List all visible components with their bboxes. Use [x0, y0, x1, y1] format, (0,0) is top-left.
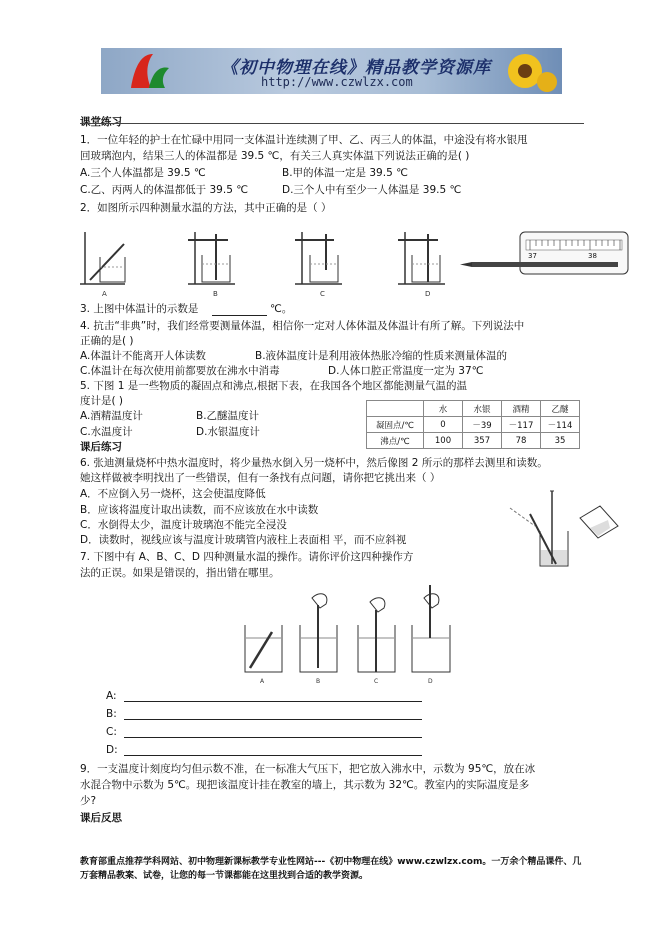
q7-label-a: A — [260, 678, 265, 685]
section-heading-classroom: 课堂练习 — [80, 116, 122, 128]
q1-option-c: C.乙、丙两人的体温都低于 39.5 ℃ — [80, 184, 249, 196]
table-cell: －114 — [541, 417, 580, 433]
q2-label-d: D — [425, 290, 431, 298]
q5-option-a: A.酒精温度计 — [80, 410, 143, 422]
q9-line2: 水混合物中示数为 5℃。现把该温度计挂在教室的墙上，其示数为 32℃。教室内的实际温度是多 — [80, 779, 530, 791]
page-footer: 教育部重点推荐学科网站、初中物理新课标教学专业性网站---《初中物理在线》www.czwlzx.com。一万余个精品课件、几万套精品教案、试卷，让您的每一节课都能在这里找到合适的教学资源。 — [80, 857, 582, 881]
q2-label-b: B — [213, 290, 218, 298]
q4-option-b: B.液体温度计是利用液体热胀冷缩的性质来测量体温的 — [255, 350, 508, 362]
q9-line3: 少? — [80, 795, 97, 807]
q7-answer-label-b: B: — [106, 708, 117, 720]
q1-option-a: A.三个人体温都是 39.5 ℃ — [80, 167, 206, 179]
table-cell: －39 — [463, 417, 502, 433]
table-header-cell: 水银 — [463, 401, 502, 417]
table-cell: －117 — [502, 417, 541, 433]
q7-answer-label-c: C: — [106, 726, 117, 738]
q2-setup-a — [80, 232, 125, 284]
table-row — [367, 401, 580, 417]
table-header-cell: 酒精 — [502, 401, 541, 417]
q7-label-b: B — [316, 678, 321, 685]
table-row — [367, 433, 580, 449]
table-cell: 0 — [424, 417, 463, 433]
q2-text: 2．如图所示四种测量水温的方法，其中正确的是（ ） — [80, 202, 332, 214]
q5-option-c: C.水温度计 — [80, 426, 133, 438]
q7-figure — [240, 580, 470, 685]
q7-answer-line-b[interactable] — [124, 719, 422, 720]
q5-option-d: D.水银温度计 — [196, 426, 260, 438]
q4-option-d: D.人体口腔正常温度一定为 37℃ — [328, 365, 484, 377]
table-header-cell — [367, 401, 424, 417]
q7-answer-line-c[interactable] — [124, 737, 422, 738]
q1-line2: 回玻璃泡内，结果三人的体温都是 39.5 ℃，有关三人真实体温下列说法正确的是( ) — [80, 150, 470, 162]
q6-option-a: A．不应倒入另一烧杯，这会使温度降低 — [80, 488, 266, 500]
q7-line1: 7. 下图中有 A、B、C、D 四种测量水温的操作。请你评价这四种操作方 — [80, 551, 414, 563]
q5-line2: 度计是( ) — [80, 395, 124, 407]
q2-setup-b — [188, 232, 235, 284]
q4-line1: 4. 抗击“非典”时，我们经常要测量体温，相信你一定对人体体温及体温计有所了解。下列说法中 — [80, 320, 525, 332]
table-cell: 357 — [463, 433, 502, 449]
q5-data-table — [366, 400, 580, 449]
q1-option-b: B.甲的体温一定是 39.5 ℃ — [282, 167, 408, 179]
q7-answer-label-d: D: — [106, 744, 118, 756]
header-banner — [101, 48, 562, 94]
table-row — [367, 417, 580, 433]
q7-setup-d — [412, 585, 450, 672]
q6-figure — [500, 486, 625, 576]
q3-unit: ℃。 — [270, 303, 293, 315]
table-cell: 100 — [424, 433, 463, 449]
q6-option-b: B．应该将温度计取出读数，而不应该放在水中读数 — [80, 504, 319, 516]
table-cell: 35 — [541, 433, 580, 449]
table-cell: 凝固点/℃ — [367, 417, 424, 433]
clinical-thermometer — [460, 232, 628, 274]
q6-option-c: C．水倒得太少，温度计玻璃泡不能完全浸没 — [80, 519, 287, 531]
q1-line1: 1．一位年轻的护士在忙碌中用同一支体温计连续测了甲、乙、丙三人的体温，中途没有将水银甩 — [80, 134, 528, 146]
q7-answer-line-d[interactable] — [124, 755, 422, 756]
q4-option-a: A.体温计不能离开人体读数 — [80, 350, 206, 362]
table-header-cell: 水 — [424, 401, 463, 417]
q5-line1: 5. 下图 1 是一些物质的凝固点和沸点,根据下表，在我国各个地区都能测量气温的温 — [80, 380, 468, 392]
q2-figure — [80, 222, 630, 302]
q7-answer-line-a[interactable] — [124, 701, 422, 702]
q3-text: 3. 上图中体温计的示数是 — [80, 303, 199, 315]
q6-option-d: D．读数时，视线应该与温度计玻璃管内液柱上表面相 平，而不应斜视 — [80, 534, 407, 546]
q7-answer-label-a: A: — [106, 690, 117, 702]
table-cell: 78 — [502, 433, 541, 449]
q4-line2: 正确的是( ) — [80, 335, 134, 347]
section-heading-after-class: 课后练习 — [80, 441, 122, 453]
banner-url: http://www.czwlzx.com — [261, 75, 413, 89]
thermo-tick-37: 37 — [528, 252, 537, 260]
q2-label-c: C — [320, 290, 325, 298]
table-header-cell: 乙醚 — [541, 401, 580, 417]
divider — [80, 123, 584, 124]
q7-label-c: C — [374, 678, 379, 685]
q7-setup-c — [358, 598, 395, 672]
table-cell: 沸点/℃ — [367, 433, 424, 449]
q6-line1: 6. 张迪测量烧杯中热水温度时，将少量热水倒入另一烧杯中，然后像图 2 所示的那样去测里和读数。 — [80, 457, 548, 469]
q7-setup-b — [300, 594, 337, 672]
q2-label-a: A — [102, 290, 107, 298]
q6-line2: 她这样做被李明找出了一些错误，但有一条找有点问题，请你把它挑出来（ ） — [80, 472, 441, 484]
q4-option-c: C.体温计在每次使用前都要放在沸水中消毒 — [80, 365, 280, 377]
q2-setup-c — [295, 232, 342, 284]
q7-label-d: D — [428, 678, 433, 685]
section-heading-reflection: 课后反思 — [80, 812, 122, 824]
q2-setup-d — [398, 232, 445, 284]
q5-option-b: B.乙醚温度计 — [196, 410, 260, 422]
thermo-tick-38: 38 — [588, 252, 597, 260]
q9-line1: 9．一支温度计刻度均匀但示数不准，在一标准大气压下，把它放入沸水中，示数为 95℃，放在冰 — [80, 763, 536, 775]
banner-title: 《初中物理在线》精品教学资源库 — [221, 58, 491, 78]
q7-line2: 法的正误。如果是错误的，指出错在哪里。 — [80, 567, 280, 579]
q7-setup-a — [245, 625, 282, 672]
q1-option-d: D.三个人中有至少一人体温是 39.5 ℃ — [282, 184, 462, 196]
q3-answer-blank[interactable] — [212, 315, 267, 316]
